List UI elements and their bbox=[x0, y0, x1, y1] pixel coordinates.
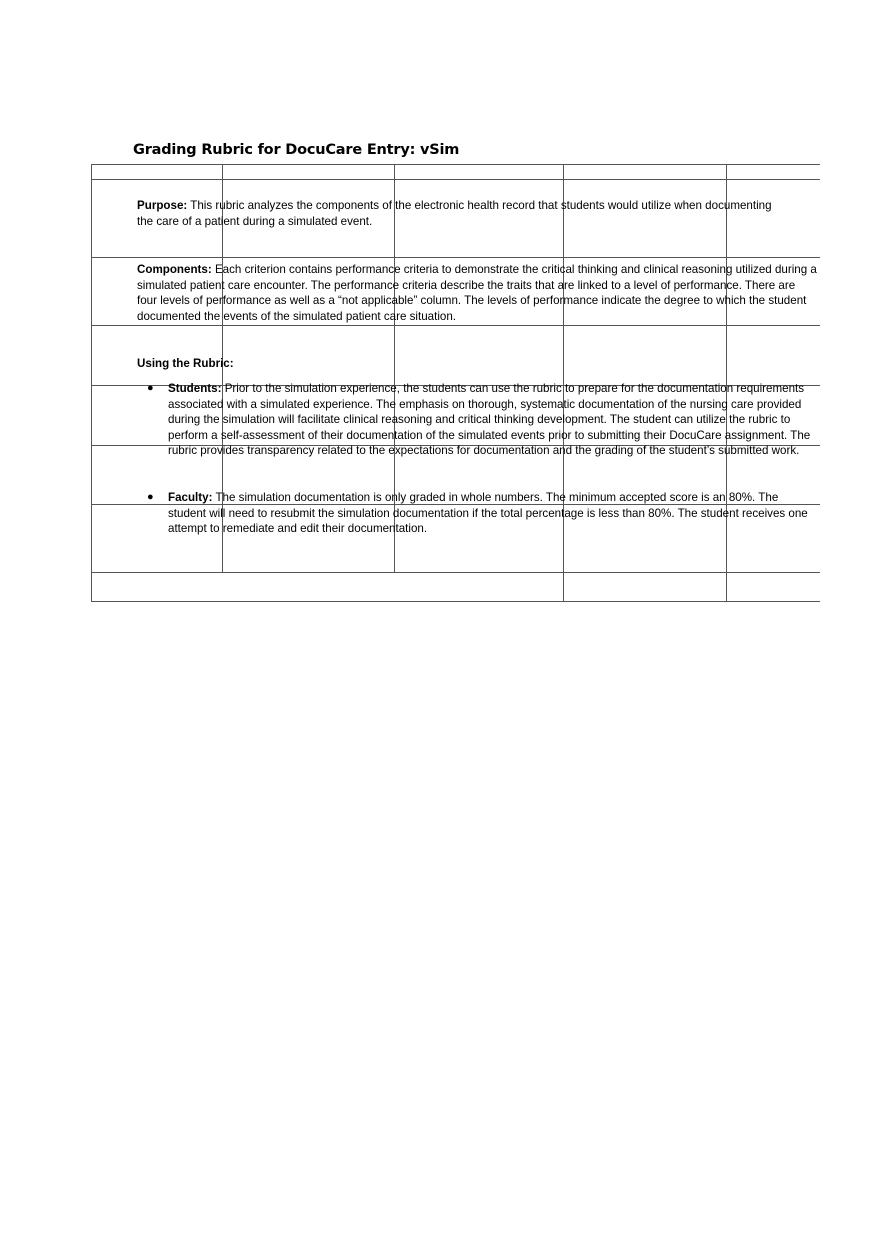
using-rubric-heading-text: Using the Rubric: bbox=[137, 357, 234, 370]
bullet-icon: ● bbox=[147, 382, 154, 394]
components-label: Components: bbox=[137, 263, 212, 276]
bullet-icon: ● bbox=[147, 491, 154, 503]
page-title: Grading Rubric for DocuCare Entry: vSim bbox=[133, 142, 460, 158]
components-text: Each criterion contains performance criteria to demonstrate the critical thinking and clinical reasoning utilized during a simulated patient care encounter. The performance criteria describe the traits that are linked to a level of performance. There are four levels of performance as well as a “not applicable” column. The levels of performance indicate the degree to which the student documented the events of the simulated patient care situation. bbox=[137, 263, 817, 323]
using-rubric-heading bbox=[137, 356, 234, 372]
grid-row-line bbox=[91, 257, 820, 258]
students-text: Prior to the simulation experience, the students can use the rubric to prepare for the documentation requirements associated with a simulated experience. The emphasis on thorough, systematic documentation of the nursing care provided during the simulation will facilitate clinical reasoning and critical thinking development. The student can utilize the rubric to perform a self-assessment of their documentation of the simulated events prior to submitting their DocuCare assignment. The rubric provides transparency related to the expectations for documentation and the grading of the student’s submitted work. bbox=[168, 382, 811, 458]
grid-row-line bbox=[91, 572, 820, 573]
purpose-text: This rubric analyzes the components of the electronic health record that students would utilize when documenting the care of a patient during a simulated event. bbox=[137, 199, 772, 228]
students-label: Students: bbox=[168, 382, 222, 395]
grid-row-line bbox=[91, 164, 820, 165]
grid-row-line bbox=[91, 179, 820, 180]
components-paragraph bbox=[137, 262, 817, 324]
grid-row-line bbox=[91, 601, 820, 602]
purpose-label: Purpose: bbox=[137, 199, 188, 212]
grid-row-line bbox=[91, 325, 820, 326]
bullet-faculty bbox=[147, 490, 808, 537]
grid-col-line bbox=[91, 164, 92, 602]
faculty-text: The simulation documentation is only graded in whole numbers. The minimum accepted score is an 80%. The student will need to resubmit the simulation documentation if the total percentage is less than 80%. The student receives one attempt to remediate and edit their documentation. bbox=[168, 491, 808, 536]
purpose-paragraph bbox=[137, 198, 777, 229]
faculty-label: Faculty: bbox=[168, 491, 213, 504]
bullet-students bbox=[147, 381, 813, 459]
